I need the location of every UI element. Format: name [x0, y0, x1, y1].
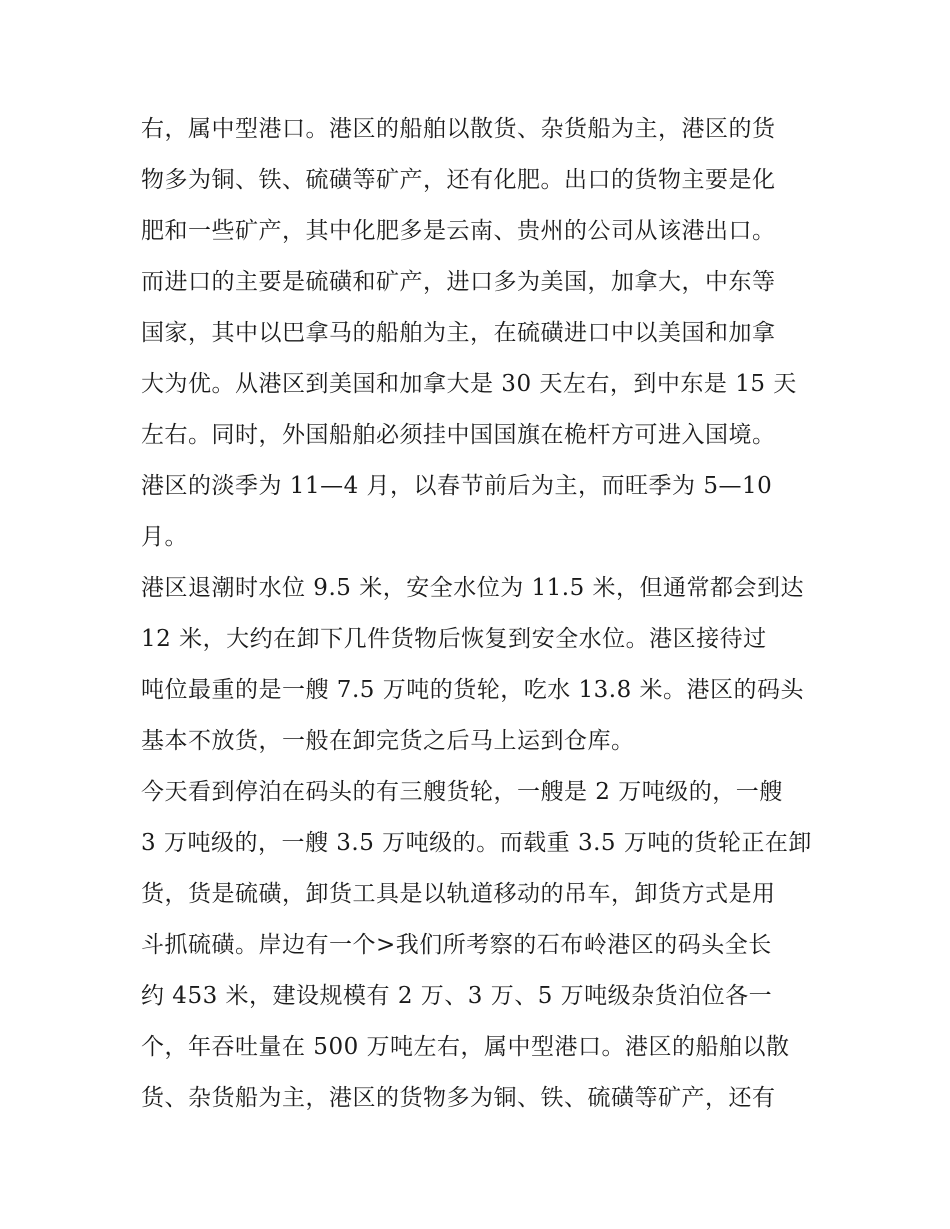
text-line: 而进口的主要是硫磺和矿产，进口多为美国，加拿大，中东等: [141, 269, 776, 295]
text-line: 月。: [141, 524, 188, 550]
text-line: 港区退潮时水位 9.5 米，安全水位为 11.5 米，但通常都会到达: [141, 575, 805, 601]
text-line: 货，货是硫磺，卸货工具是以轨道移动的吊车，卸货方式是用: [141, 881, 776, 907]
body-text: [141, 104, 821, 1124]
text-line: 基本不放货，一般在卸完货之后马上运到仓库。: [141, 728, 635, 754]
text-line: 约 453 米，建设规模有 2 万、3 万、5 万吨级杂货泊位各一: [141, 983, 773, 1009]
text-line: 港区的淡季为 11—4 月，以春节前后为主，而旺季为 5—10: [141, 473, 773, 499]
text-line: 国家，其中以巴拿马的船舶为主，在硫磺进口中以美国和加拿: [141, 320, 776, 346]
text-line: 12 米，大约在卸下几件货物后恢复到安全水位。港区接待过: [141, 626, 767, 652]
text-line: 吨位最重的是一艘 7.5 万吨的货轮，吃水 13.8 米。港区的码头: [141, 677, 805, 703]
text-line: 右，属中型港口。港区的船舶以散货、杂货船为主，港区的货: [141, 116, 776, 142]
text-line: 货、杂货船为主，港区的货物多为铜、铁、硫磺等矿产，还有: [141, 1085, 776, 1111]
text-line: 今天看到停泊在码头的有三艘货轮，一艘是 2 万吨级的，一艘: [141, 779, 783, 805]
text-line: 肥和一些矿产，其中化肥多是云南、贵州的公司从该港出口。: [141, 218, 776, 244]
text-line: 物多为铜、铁、硫磺等矿产，还有化肥。出口的货物主要是化: [141, 167, 776, 193]
text-line: 斗抓硫磺。岸边有一个>我们所考察的石布岭港区的码头全长: [141, 932, 772, 958]
text-line: 左右。同时，外国船舶必须挂中国国旗在桅杆方可进入国境。: [141, 422, 776, 448]
text-line: 大为优。从港区到美国和加拿大是 30 天左右，到中东是 15 天: [141, 371, 797, 397]
text-line: 个，年吞吐量在 500 万吨左右，属中型港口。港区的船舶以散: [141, 1034, 790, 1060]
text-line: 3 万吨级的，一艘 3.5 万吨级的。而载重 3.5 万吨的货轮正在卸: [141, 830, 812, 856]
